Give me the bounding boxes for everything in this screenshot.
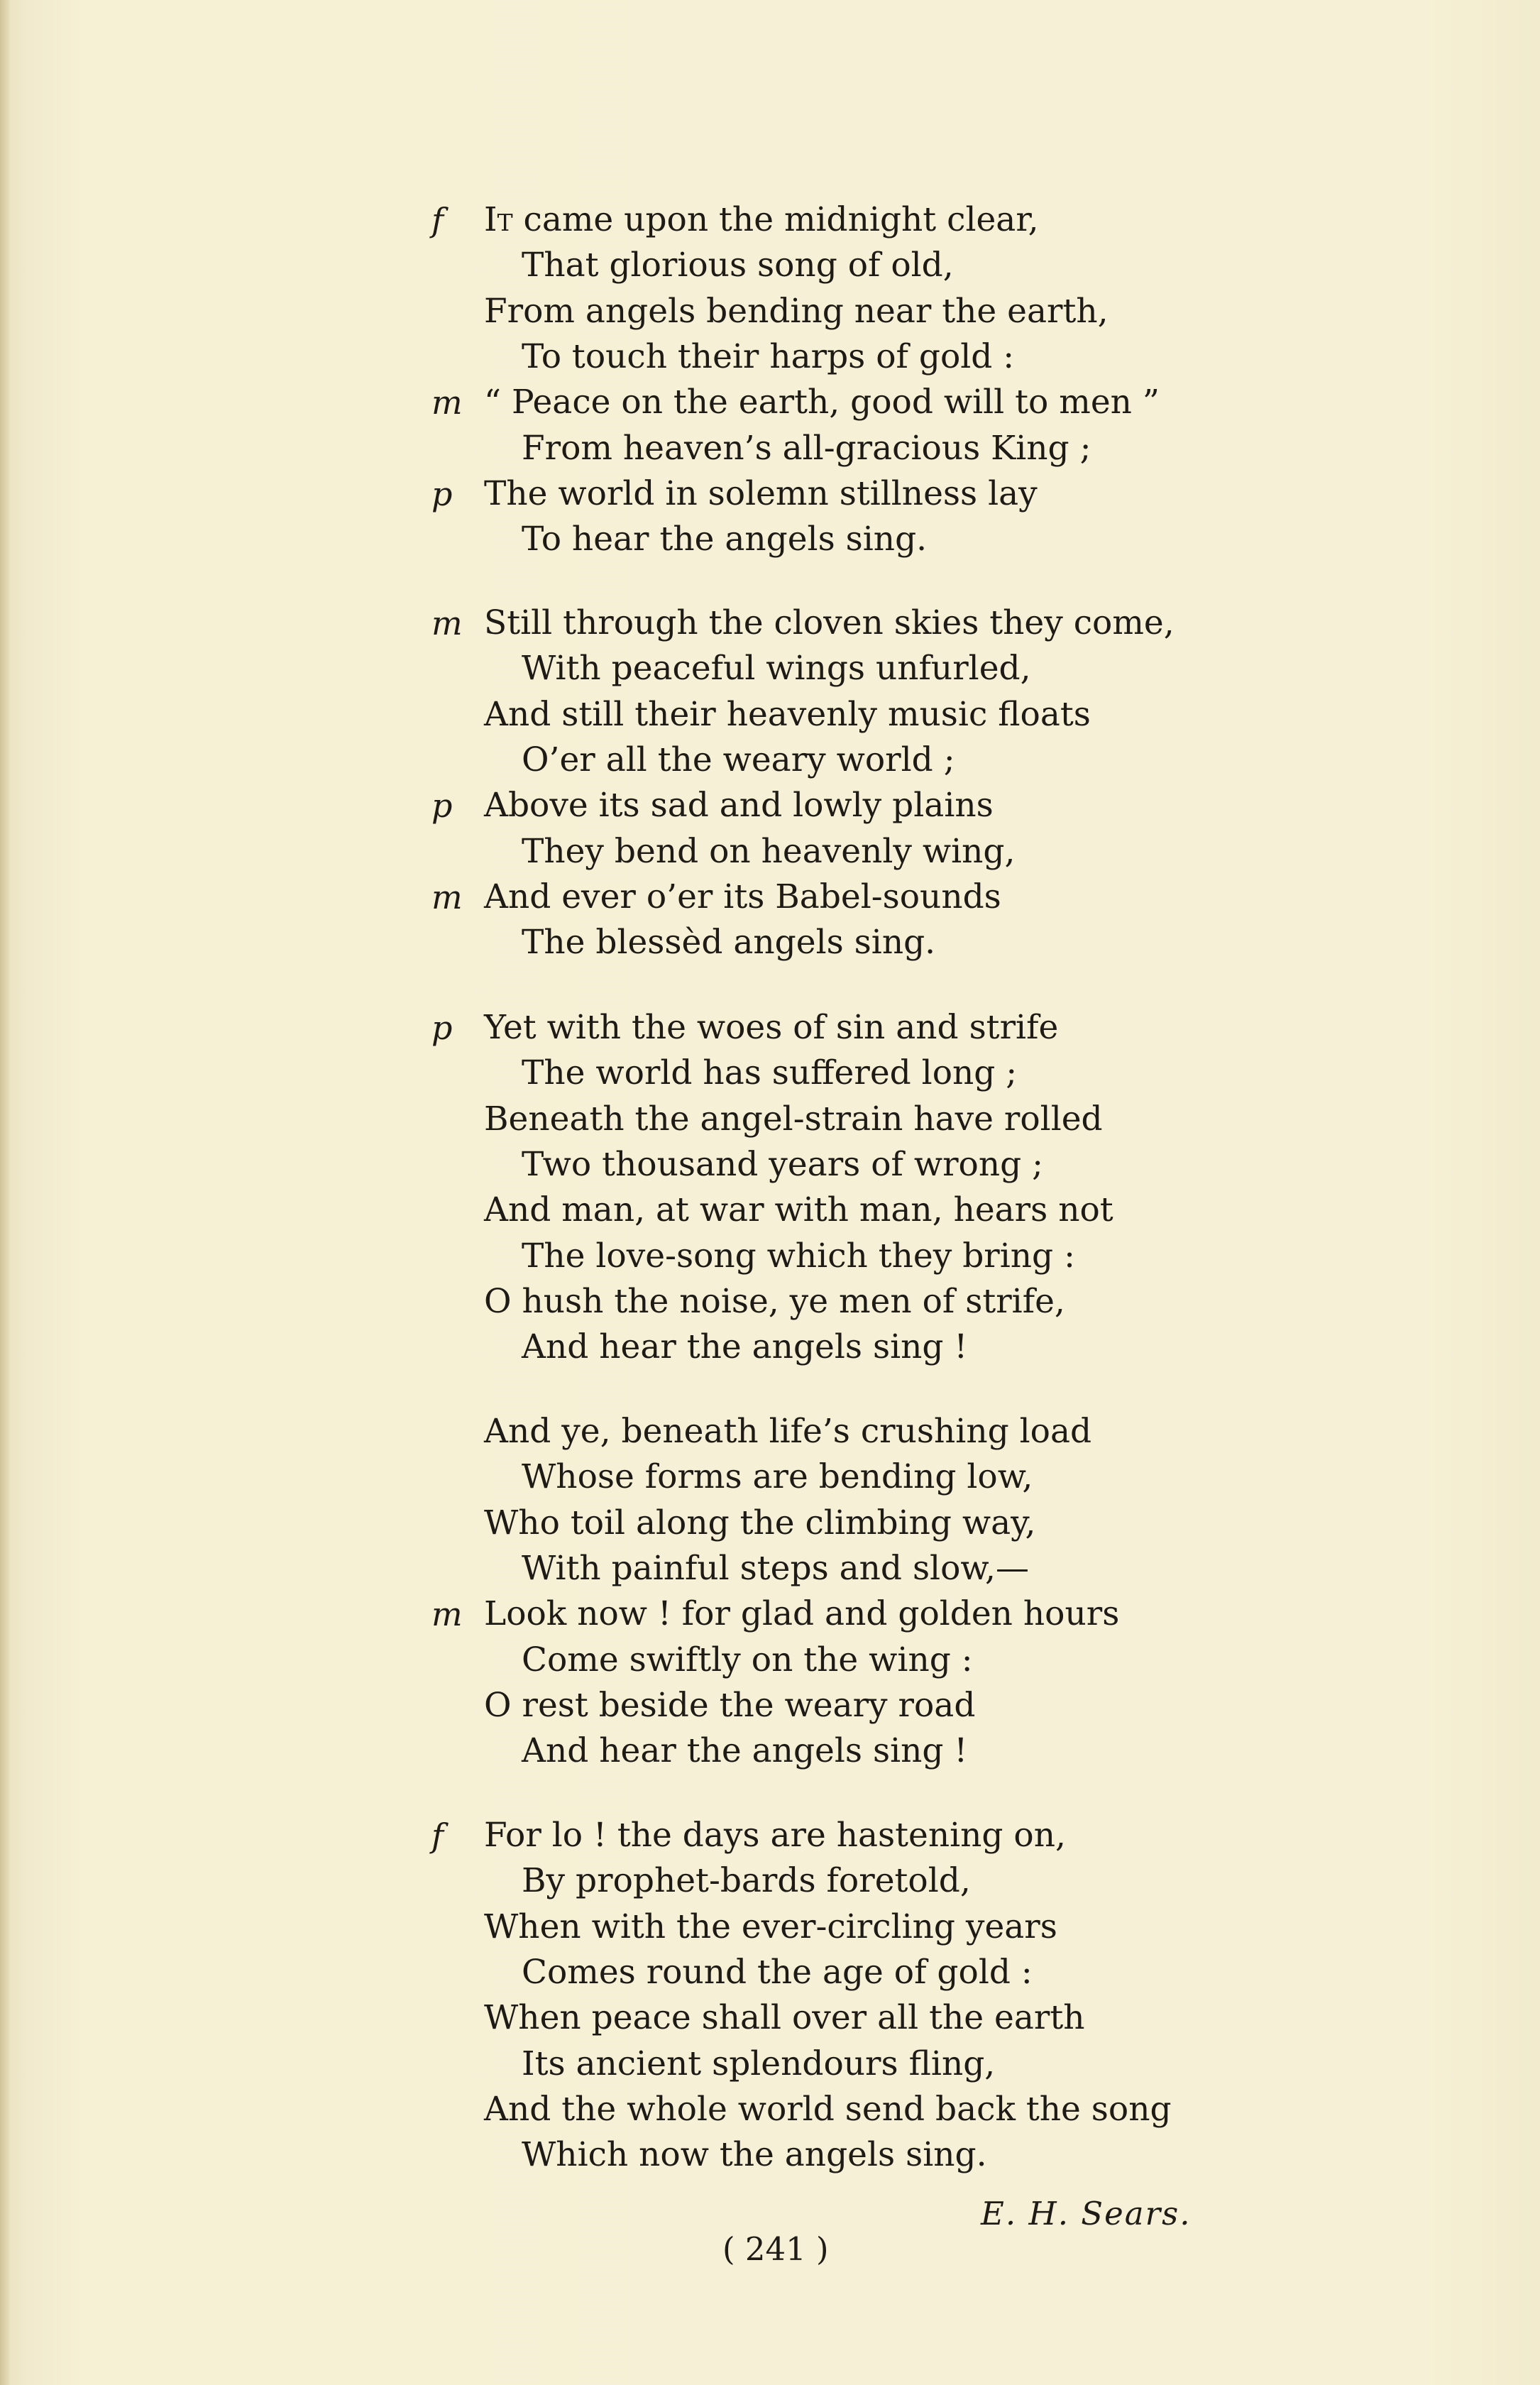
- dynamic-marking: f: [431, 1816, 444, 1855]
- poem-line-text: came upon the midnight clear,: [512, 200, 1039, 239]
- poem-line: The love-song which they bring :: [522, 1237, 1075, 1276]
- poem-line: Look now ! for glad and golden hours: [484, 1594, 1120, 1633]
- page-number: ( 241 ): [722, 2230, 829, 2268]
- poem-line: O rest beside the weary road: [484, 1686, 976, 1725]
- poem-line: Yet with the woes of sin and strife: [484, 1008, 1059, 1047]
- poem-line: From angels bending near the earth,: [484, 292, 1109, 331]
- poem-line: O’er all the weary world ;: [522, 740, 955, 779]
- poem-line: [484, 199, 1039, 241]
- poem-line: Above its sad and lowly plains: [484, 786, 994, 825]
- poem-line: Still through the cloven skies they come,: [484, 603, 1175, 642]
- poem-line: For lo ! the days are hastening on,: [484, 1816, 1066, 1855]
- dynamic-marking: f: [431, 201, 444, 239]
- poem-line: And still their heavenly music floats: [484, 695, 1091, 734]
- dynamic-marking: m: [431, 383, 463, 422]
- poem-line: Beneath the angel-strain have rolled: [484, 1100, 1103, 1139]
- poem-line: By prophet-bards foretold,: [522, 1861, 971, 1900]
- poem-line: To hear the angels sing.: [522, 520, 928, 559]
- poem-line: And ye, beneath life’s crushing load: [484, 1412, 1092, 1451]
- author-attribution: E. H. Sears.: [981, 2195, 1192, 2232]
- poem-line: That glorious song of old,: [522, 246, 954, 285]
- poem-line: Come swiftly on the wing :: [522, 1640, 973, 1679]
- poem-line: Comes round the age of gold :: [522, 1953, 1033, 1992]
- poem-line: And man, at war with man, hears not: [484, 1190, 1113, 1229]
- poem-line: To touch their harps of gold :: [522, 337, 1015, 376]
- poem-line: And the whole world send back the song: [484, 2090, 1172, 2129]
- poem-line: O hush the noise, ye men of strife,: [484, 1282, 1065, 1321]
- dynamic-marking: m: [431, 604, 463, 642]
- poem-line: When peace shall over all the earth: [484, 1998, 1085, 2037]
- poem-line: “ Peace on the earth, good will to men ”: [484, 383, 1160, 422]
- poem-line: And hear the angels sing !: [522, 1731, 968, 1770]
- dynamic-marking: p: [431, 1009, 453, 1047]
- poem-line: With painful steps and slow,—: [522, 1549, 1029, 1588]
- poem-line: From heaven’s all-gracious King ;: [522, 429, 1091, 468]
- page-binding-edge: [0, 0, 10, 2385]
- poem-line: Two thousand years of wrong ;: [522, 1145, 1043, 1184]
- poem-line: With peaceful wings unfurled,: [522, 649, 1031, 688]
- dynamic-marking: p: [431, 786, 453, 825]
- poem-line: When with the ever-circling years: [484, 1907, 1057, 1946]
- poem-line: Which now the angels sing.: [522, 2135, 987, 2174]
- dynamic-marking: m: [431, 878, 463, 916]
- poem-line: The world in solemn stillness lay: [484, 474, 1038, 513]
- poem-line: Its ancient splendours fling,: [522, 2044, 996, 2083]
- poem-line: Who toil along the climbing way,: [484, 1503, 1036, 1542]
- poem-line: They bend on heavenly wing,: [522, 832, 1016, 871]
- dynamic-marking: p: [431, 475, 453, 513]
- poem-line: The world has suffered long ;: [522, 1053, 1018, 1092]
- poem-line: And ever o’er its Babel-sounds: [484, 877, 1001, 916]
- poem-initial-word: It: [484, 200, 513, 239]
- poem-line: The blessèd angels sing.: [522, 923, 936, 962]
- dynamic-marking: m: [431, 1595, 463, 1633]
- poem-line: Whose forms are bending low,: [522, 1457, 1033, 1496]
- poem-line: And hear the angels sing !: [522, 1327, 968, 1366]
